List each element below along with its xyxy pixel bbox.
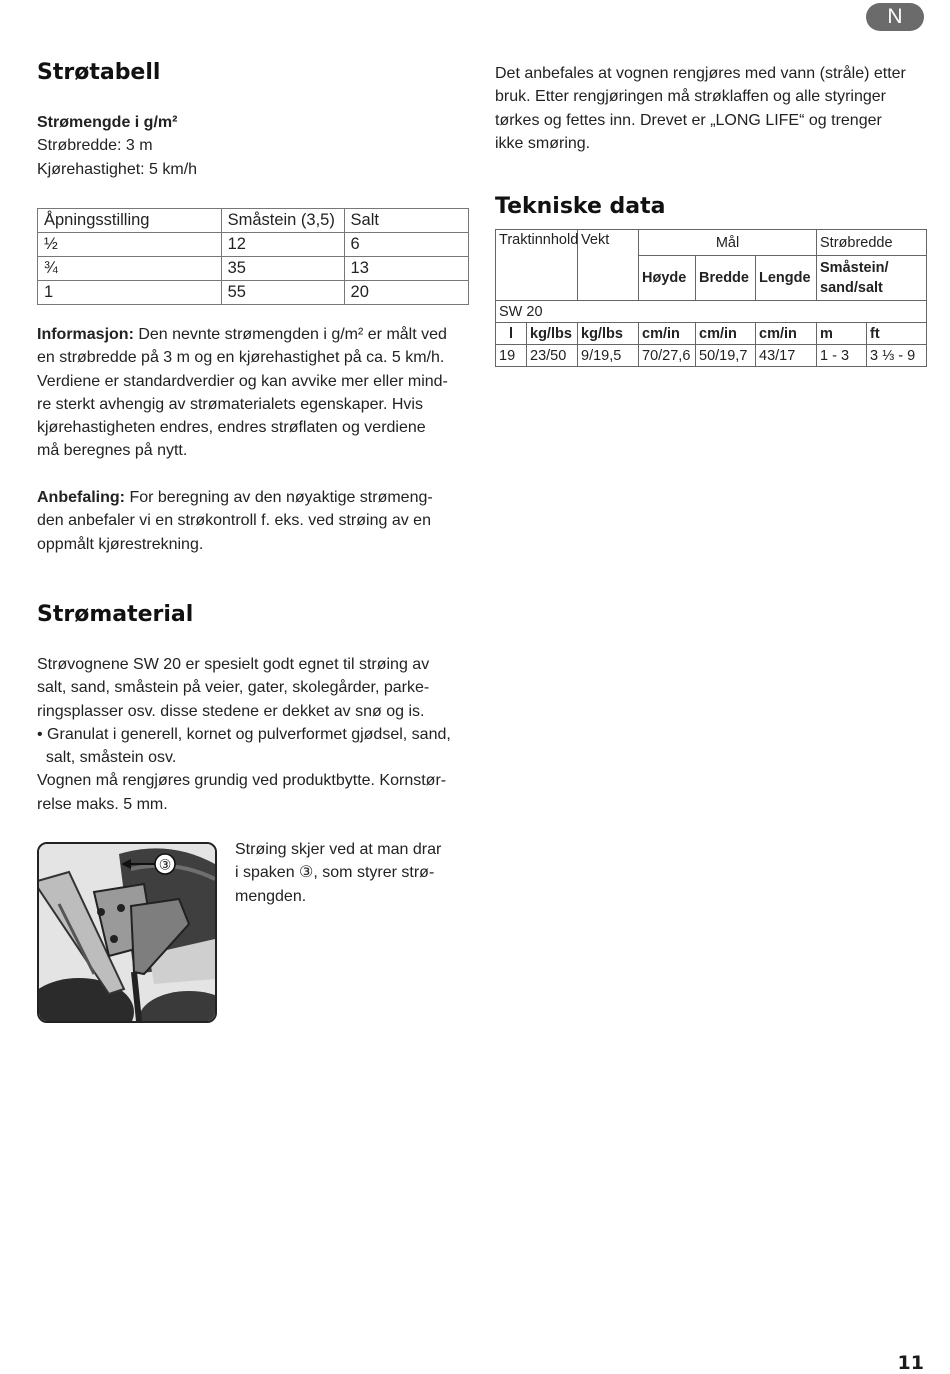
unit-cell: ft <box>867 323 927 345</box>
spreader-lever-image <box>37 842 217 1023</box>
unit-cell: cm/in <box>639 323 696 345</box>
spread-amount-subheading: Strømengde i g/m² <box>37 114 178 131</box>
technical-data-table <box>495 229 927 367</box>
information-text: Verdiene er standardverdier og kan avvike mer eller mind- <box>37 372 448 390</box>
model-row: SW 20 <box>496 301 927 323</box>
value-cell: 23/50 <box>527 345 578 367</box>
table-cell: 6 <box>344 233 468 257</box>
information-text: re sterkt avhengig av strømaterialets egenskaper. Hvis <box>37 395 423 413</box>
information-text: en strøbredde på 3 m og en kjørehastighet på ca. 5 km/h. <box>37 349 445 367</box>
table-row <box>38 257 469 281</box>
table-cell: 55 <box>221 281 344 305</box>
table-cell: ½ <box>38 233 222 257</box>
material-bullet: • Granulat i generell, kornet og pulverformet gjødsel, sand, <box>37 725 451 743</box>
header-weight: Vekt <box>578 230 639 301</box>
page-number: 11 <box>897 1352 924 1374</box>
language-badge: N <box>866 3 924 31</box>
units-row <box>496 323 927 345</box>
material-text: salt, sand, småstein på veier, gater, skolegårder, parke- <box>37 679 430 697</box>
cleaning-text: bruk. Etter rengjøringen må strøklaffen og alle styringer <box>495 88 886 106</box>
unit-cell: kg/lbs <box>527 323 578 345</box>
unit-cell: cm/in <box>756 323 817 345</box>
unit-cell: m <box>817 323 867 345</box>
recommendation-text: oppmålt kjørestrekning. <box>37 535 204 553</box>
unit-cell: cm/in <box>696 323 756 345</box>
value-cell: 3 ⅓ - 9 <box>867 345 927 367</box>
cleaning-text: Det anbefales at vognen rengjøres med vann (stråle) etter <box>495 65 906 82</box>
recommendation-paragraph <box>37 486 477 556</box>
table-row <box>38 233 469 257</box>
header-length: Lengde <box>756 256 817 301</box>
callout-number: ③ <box>158 857 172 874</box>
spread-width-text: Strøbredde: 3 m <box>37 137 153 155</box>
material-paragraph <box>37 653 477 816</box>
information-text: må beregnes på nytt. <box>37 442 188 460</box>
figure-caption-text: mengden. <box>235 887 307 905</box>
table-cell: 13 <box>344 257 468 281</box>
value-cell: 9/19,5 <box>578 345 639 367</box>
material-text: relse maks. 5 mm. <box>37 795 168 813</box>
header-salt: Salt <box>344 209 468 233</box>
strotabell-heading: Strøtabell <box>37 60 161 85</box>
table-cell: 20 <box>344 281 468 305</box>
value-cell: 70/27,6 <box>639 345 696 367</box>
header-dimensions: Mål <box>639 230 817 256</box>
unit-cell: kg/lbs <box>578 323 639 345</box>
unit-cell: l <box>496 323 527 345</box>
driving-speed-text: Kjørehastighet: 5 km/h <box>37 160 198 178</box>
information-label: Informasjon: <box>37 326 134 343</box>
table-cell: 12 <box>221 233 344 257</box>
table-cell: 35 <box>221 257 344 281</box>
table-cell: 1 <box>38 281 222 305</box>
material-bullet-continued: salt, småstein osv. <box>37 749 177 767</box>
cleaning-text: ikke smøring. <box>495 134 591 152</box>
values-row <box>496 345 927 367</box>
information-text: kjørehastigheten endres, endres strøflaten og verdiene <box>37 419 426 437</box>
spread-parameters <box>37 111 477 181</box>
header-spread-width: Strøbredde <box>817 230 927 256</box>
table-cell: ¾ <box>38 257 222 281</box>
header-gravel: Småstein (3,5) <box>221 209 344 233</box>
value-cell: 50/19,7 <box>696 345 756 367</box>
value-cell: 19 <box>496 345 527 367</box>
stromaterial-heading: Strømaterial <box>37 602 194 627</box>
table-row <box>38 281 469 305</box>
figure-caption-text: Strøing skjer ved at man drar <box>235 841 442 858</box>
figure-caption <box>235 838 465 908</box>
material-text: Strøvognene SW 20 er spesielt godt egnet til strøing av <box>37 656 430 673</box>
recommendation-text: den anbefaler vi en strøkontroll f. eks. ved strøing av en <box>37 512 431 530</box>
information-paragraph <box>37 323 477 463</box>
technical-data-heading: Tekniske data <box>495 194 666 219</box>
value-cell: 1 - 3 <box>817 345 867 367</box>
material-text: Vognen må rengjøres grundig ved produktbytte. Kornstør- <box>37 772 447 790</box>
header-hopper-capacity: Traktinnhold <box>496 230 578 301</box>
header-width: Bredde <box>696 256 756 301</box>
spread-table <box>37 208 469 305</box>
recommendation-label: Anbefaling: <box>37 489 125 506</box>
cleaning-text: tørkes og fettes inn. Drevet er „LONG LIFE“ og trenger <box>495 111 882 129</box>
material-text: ringsplasser osv. disse stedene er dekket av snø og is. <box>37 702 425 720</box>
information-text: Den nevnte strømengden i g/m² er målt ved <box>133 326 447 343</box>
recommendation-text: For beregning av den nøyaktige strømeng- <box>125 489 433 506</box>
figure-caption-text: i spaken ③, som styrer strø- <box>235 864 435 882</box>
header-spread-material: Småstein/ sand/salt <box>817 256 927 301</box>
cleaning-paragraph <box>495 62 935 155</box>
table-header-row <box>38 209 469 233</box>
spreader-illustration <box>39 844 215 1021</box>
header-opening-position: Åpningsstilling <box>38 209 222 233</box>
header-height: Høyde <box>639 256 696 301</box>
value-cell: 43/17 <box>756 345 817 367</box>
